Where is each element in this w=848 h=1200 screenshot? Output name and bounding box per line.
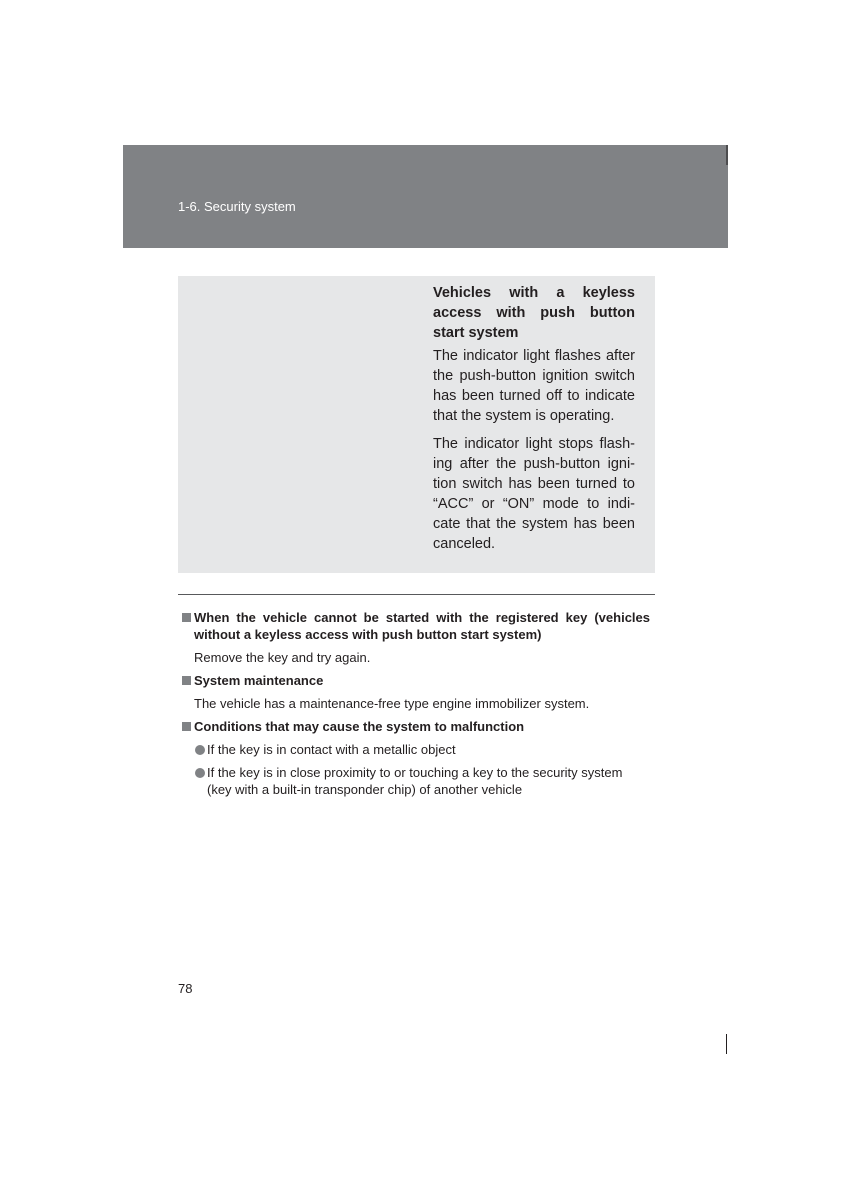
section-title: 1-6. Security system <box>178 199 296 214</box>
info-box-paragraph: The indicator light stops flash-ing after the push-button igni-tion switch has been turned to “ACC” or “ON” mode to indi-cate that the system has been canceled. <box>433 436 635 552</box>
note-body: Remove the key and try again. <box>194 650 371 665</box>
note-heading <box>178 672 650 689</box>
notes-section <box>178 609 650 804</box>
note-body: The vehicle has a maintenance-free type engine immobilizer system. <box>194 696 590 711</box>
info-box-text <box>433 283 635 562</box>
divider <box>178 594 655 595</box>
header-edge-tick <box>726 145 728 165</box>
note-heading <box>178 609 650 643</box>
square-bullet-icon <box>182 613 191 622</box>
info-box-heading: Vehicles with a keyless access with push button start system <box>433 285 635 341</box>
note-heading <box>178 718 650 735</box>
note-heading-text: Conditions that may cause the system to malfunction <box>194 719 525 734</box>
round-bullet-icon <box>195 768 205 778</box>
note-heading-text: System maintenance <box>194 673 324 688</box>
info-box-paragraph: The indicator light flashes after the push-button ignition switch has been turned off to indicate that the system is operating. <box>433 348 635 424</box>
list-item-text: If the key is in contact with a metallic object <box>207 742 456 757</box>
square-bullet-icon <box>182 676 191 685</box>
page-edge-mark <box>726 1034 727 1054</box>
square-bullet-icon <box>182 722 191 731</box>
page-number: 78 <box>178 981 193 996</box>
round-bullet-icon <box>195 745 205 755</box>
note-heading-text: When the vehicle cannot be started with the registered key (vehicles without a keyless access with push button start system) <box>194 610 650 642</box>
chapter-header-band <box>123 145 728 248</box>
list-item <box>178 764 650 798</box>
list-item <box>178 741 650 758</box>
list-item-text: If the key is in close proximity to or touching a key to the security system (key with a built-in transponder chip) of another vehicle <box>207 765 623 797</box>
